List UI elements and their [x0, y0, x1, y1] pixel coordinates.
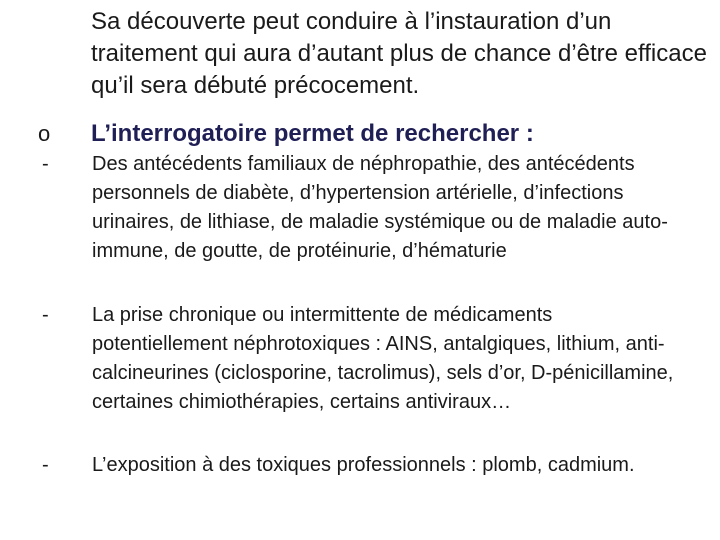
dash-bullet-marker: -: [42, 454, 49, 476]
list-item-text: Des antécédents familiaux de néphropathie, des antécédents personnels de diabète, d’hypertension artérielle, d’infections urinaires, de lithiase, de maladie systémique ou de maladie auto-immune, de goutte, de protéinurie, d’hématurie: [92, 153, 668, 262]
heading-bullet: [0, 118, 720, 150]
circle-bullet-marker: o: [38, 121, 51, 146]
dash-bullet-marker: -: [42, 304, 49, 326]
list-item: [0, 301, 720, 446]
list-item: [0, 451, 720, 509]
section-heading: L’interrogatoire permet de rechercher :: [91, 120, 534, 147]
dash-bullet-marker: -: [42, 153, 49, 175]
list-item-text: La prise chronique ou intermittente de médicaments potentiellement néphrotoxiques : AINS, antalgiques, lithium, anti-calcineurines (ciclosporine, tacrolimus), sels d’or, D-pénicillamine, certaines chimiothérapies, certains antiviraux…: [92, 304, 674, 413]
list-item-text: L’exposition à des toxiques professionnels : plomb, cadmium.: [92, 454, 635, 476]
list-item: [0, 150, 720, 295]
intro-paragraph: Sa découverte peut conduire à l’instauration d’un traitement qui aura d’autant plus de chance d’être efficace qu’il sera débuté précocement.: [91, 8, 707, 99]
